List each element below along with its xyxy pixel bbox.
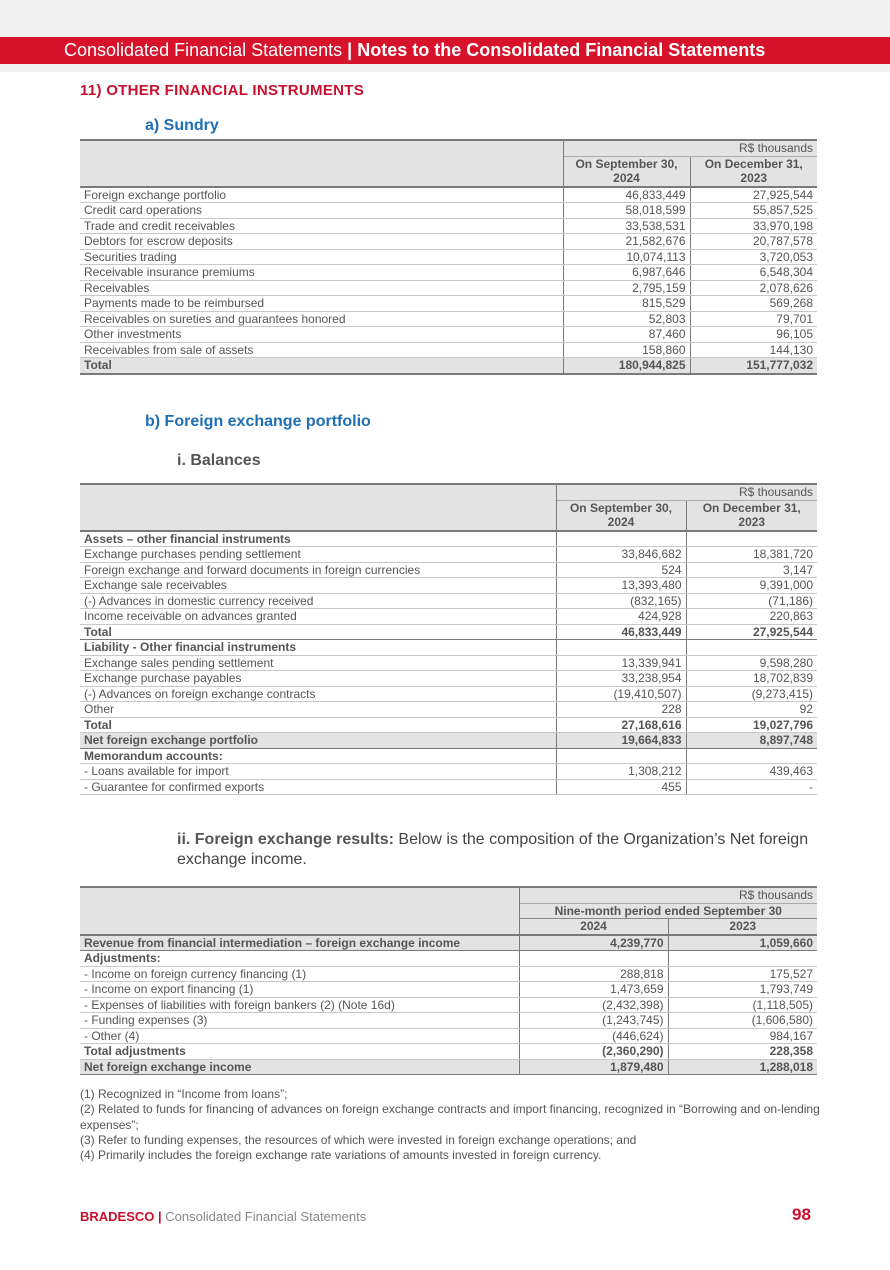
row-label: Exchange purchase payables xyxy=(80,671,556,687)
row-label: - Loans available for import xyxy=(80,764,556,780)
row-value-2023: 19,027,796 xyxy=(686,717,817,733)
row-value-2024: 4,239,770 xyxy=(519,935,668,951)
row-label: Exchange purchases pending settlement xyxy=(80,547,556,563)
row-value-2024: 815,529 xyxy=(563,296,690,312)
row-value-2023: 151,777,032 xyxy=(690,358,817,374)
row-value-2023: 20,787,578 xyxy=(690,234,817,250)
row-label: Foreign exchange portfolio xyxy=(80,187,563,203)
footer-text: Consolidated Financial Statements xyxy=(165,1209,367,1224)
row-label: Receivables xyxy=(80,280,563,296)
row-label: Foreign exchange and forward documents in foreign currencies xyxy=(80,562,556,578)
row-value-2024: 180,944,825 xyxy=(563,358,690,374)
footer-brand: BRADESCO xyxy=(80,1209,155,1224)
row-value-2023: 1,059,660 xyxy=(668,935,817,951)
sundry-total-row xyxy=(80,358,817,374)
header-separator: | xyxy=(347,40,353,60)
row-value-2024: 2,795,159 xyxy=(563,280,690,296)
row-label: Total xyxy=(80,358,563,374)
row-value-2024: 13,393,480 xyxy=(556,578,686,594)
row-value-2023: 18,702,839 xyxy=(686,671,817,687)
sundry-col1-year: 2024 xyxy=(563,171,690,187)
row-value-2024: 1,879,480 xyxy=(519,1059,668,1075)
table-row xyxy=(80,609,817,625)
row-value-2024: 46,833,449 xyxy=(556,624,686,640)
footnote-1: (1) Recognized in “Income from loans”; xyxy=(80,1087,288,1101)
liab-total-row xyxy=(80,717,817,733)
row-value-2023: 220,863 xyxy=(686,609,817,625)
row-label: Credit card operations xyxy=(80,203,563,219)
table-row xyxy=(80,249,817,265)
results-title: ii. Foreign exchange results: xyxy=(177,831,394,848)
row-value-2024: 21,582,676 xyxy=(563,234,690,250)
sundry-unit-row xyxy=(80,140,817,156)
row-label: Receivable insurance premiums xyxy=(80,265,563,281)
footnote-3: (3) Refer to funding expenses, the resources of which were invested in foreign exchange operations; and xyxy=(80,1132,637,1147)
row-value-2024: 52,803 xyxy=(563,311,690,327)
balances-col2-header: On December 31, xyxy=(686,500,817,515)
row-value-2023: 1,793,749 xyxy=(668,982,817,998)
row-label: - Income on foreign currency financing (1) xyxy=(80,966,519,982)
adj-total-row xyxy=(80,1044,817,1060)
row-label: (-) Advances on foreign exchange contracts xyxy=(80,686,556,702)
row-label: Total xyxy=(80,717,556,733)
row-value-2024: 228 xyxy=(556,702,686,718)
header-text xyxy=(64,37,765,64)
memo-heading: Memorandum accounts: xyxy=(80,748,556,764)
row-value-2023: 79,701 xyxy=(690,311,817,327)
footer xyxy=(80,1209,366,1224)
table-row xyxy=(80,966,817,982)
table-row xyxy=(80,1028,817,1044)
row-label: Revenue from financial intermediation – foreign exchange income xyxy=(80,935,519,951)
assets-heading-row xyxy=(80,531,817,547)
table-row xyxy=(80,265,817,281)
results-unit: R$ thousands xyxy=(519,887,817,903)
balances-col1-header: On September 30, xyxy=(556,500,686,515)
table-row xyxy=(80,562,817,578)
row-value-2023: 9,391,000 xyxy=(686,578,817,594)
row-value-2024: 19,664,833 xyxy=(556,733,686,749)
balances-unit-row xyxy=(80,484,817,500)
row-value-2023: 6,548,304 xyxy=(690,265,817,281)
sundry-title: a) Sundry xyxy=(145,117,219,134)
row-value-2024: 58,018,599 xyxy=(563,203,690,219)
table-row xyxy=(80,982,817,998)
balances-unit: R$ thousands xyxy=(556,484,817,500)
results-table xyxy=(80,886,817,1075)
footer-separator: | xyxy=(158,1209,162,1224)
table-row xyxy=(80,764,817,780)
row-value-2023: 33,970,198 xyxy=(690,218,817,234)
row-value-2024: 87,460 xyxy=(563,327,690,343)
row-value-2024: 158,860 xyxy=(563,342,690,358)
row-value-2024: (832,165) xyxy=(556,593,686,609)
net-income-row xyxy=(80,1059,817,1075)
assets-heading: Assets – other financial instruments xyxy=(80,531,556,547)
table-row xyxy=(80,280,817,296)
row-label: Payments made to be reimbursed xyxy=(80,296,563,312)
table-row xyxy=(80,578,817,594)
sundry-col1-header: On September 30, xyxy=(563,156,690,171)
row-label: - Expenses of liabilities with foreign bankers (2) (Note 16d) xyxy=(80,997,519,1013)
balances-col2-year: 2023 xyxy=(686,515,817,531)
row-label: Other investments xyxy=(80,327,563,343)
memo-heading-row xyxy=(80,748,817,764)
footnote-4: (4) Primarily includes the foreign exchange rate variations of amounts invested in foreign currency. xyxy=(80,1148,602,1163)
row-label: Income receivable on advances granted xyxy=(80,609,556,625)
row-value-2024: 424,928 xyxy=(556,609,686,625)
table-row xyxy=(80,686,817,702)
row-value-2023: - xyxy=(686,779,817,795)
row-value-2023: 18,381,720 xyxy=(686,547,817,563)
row-value-2024: 6,987,646 xyxy=(563,265,690,281)
row-value-2024: (19,410,507) xyxy=(556,686,686,702)
table-row xyxy=(80,327,817,343)
top-margin xyxy=(0,0,890,37)
table-row xyxy=(80,779,817,795)
results-description: Below is the composition of the Organization’s Net foreign exchange income. xyxy=(177,831,809,868)
table-row xyxy=(80,218,817,234)
row-value-2024: 524 xyxy=(556,562,686,578)
assets-total-row xyxy=(80,624,817,640)
header-banner xyxy=(0,37,890,64)
section-title: 11) OTHER FINANCIAL INSTRUMENTS xyxy=(80,82,365,99)
row-value-2024: 27,168,616 xyxy=(556,717,686,733)
row-value-2023: (1,606,580) xyxy=(668,1013,817,1029)
row-value-2024: (1,243,745) xyxy=(519,1013,668,1029)
row-value-2024: 33,538,531 xyxy=(563,218,690,234)
balances-table xyxy=(80,483,817,795)
row-value-2023: 144,130 xyxy=(690,342,817,358)
row-value-2024: 455 xyxy=(556,779,686,795)
adj-heading-row xyxy=(80,951,817,967)
row-value-2023: 569,268 xyxy=(690,296,817,312)
table-row xyxy=(80,593,817,609)
row-value-2023: 55,857,525 xyxy=(690,203,817,219)
revenue-row xyxy=(80,935,817,951)
row-label: Net foreign exchange portfolio xyxy=(80,733,556,749)
row-value-2023: 27,925,544 xyxy=(690,187,817,203)
table-row xyxy=(80,311,817,327)
row-value-2024: (446,624) xyxy=(519,1028,668,1044)
row-label: Exchange sales pending settlement xyxy=(80,655,556,671)
balances-header-row-2 xyxy=(80,515,817,531)
row-value-2024: 288,818 xyxy=(519,966,668,982)
row-label: - Other (4) xyxy=(80,1028,519,1044)
sundry-unit: R$ thousands xyxy=(563,140,817,156)
row-value-2024: (2,432,398) xyxy=(519,997,668,1013)
balances-title: i. Balances xyxy=(177,452,261,469)
row-value-2023: 1,288,018 xyxy=(668,1059,817,1075)
results-period: Nine-month period ended September 30 xyxy=(519,903,817,919)
table-row xyxy=(80,296,817,312)
table-row xyxy=(80,997,817,1013)
row-label: Net foreign exchange income xyxy=(80,1059,519,1075)
row-value-2024: 33,846,682 xyxy=(556,547,686,563)
row-value-2023: 228,358 xyxy=(668,1044,817,1060)
row-value-2023: 8,897,748 xyxy=(686,733,817,749)
footnotes xyxy=(80,1087,820,1163)
row-value-2023: (1,118,505) xyxy=(668,997,817,1013)
row-value-2023: 3,147 xyxy=(686,562,817,578)
row-value-2024: 13,339,941 xyxy=(556,655,686,671)
row-label: Total adjustments xyxy=(80,1044,519,1060)
sundry-col2-year: 2023 xyxy=(690,171,817,187)
row-label: - Guarantee for confirmed exports xyxy=(80,779,556,795)
table-row xyxy=(80,702,817,718)
table-row xyxy=(80,234,817,250)
row-label: Total xyxy=(80,624,556,640)
table-row xyxy=(80,547,817,563)
header-section: Consolidated Financial Statements xyxy=(64,40,343,60)
table-row xyxy=(80,1013,817,1029)
row-value-2023: (71,186) xyxy=(686,593,817,609)
row-value-2023: (9,273,415) xyxy=(686,686,817,702)
row-label: Trade and credit receivables xyxy=(80,218,563,234)
balances-header-row xyxy=(80,500,817,515)
results-unit-row xyxy=(80,887,817,903)
fx-title: b) Foreign exchange portfolio xyxy=(145,413,371,430)
row-value-2023: 439,463 xyxy=(686,764,817,780)
adj-heading: Adjustments: xyxy=(80,951,519,967)
sundry-col2-header: On December 31, xyxy=(690,156,817,171)
row-value-2024: 10,074,113 xyxy=(563,249,690,265)
results-period-row xyxy=(80,903,817,919)
row-label: Receivables on sureties and guarantees honored xyxy=(80,311,563,327)
row-label: Other xyxy=(80,702,556,718)
footnote-2: (2) Related to funds for financing of advances on foreign exchange contracts and import financing, recognized in “Borrowing and on-lending expenses”; xyxy=(80,1102,820,1132)
sundry-table xyxy=(80,139,817,375)
row-value-2024: 1,473,659 xyxy=(519,982,668,998)
sundry-header-row xyxy=(80,156,817,171)
row-value-2023: 175,527 xyxy=(668,966,817,982)
results-col1-year: 2024 xyxy=(519,919,668,935)
row-value-2023: 9,598,280 xyxy=(686,655,817,671)
sundry-header-row-2 xyxy=(80,171,817,187)
row-value-2023: 27,925,544 xyxy=(686,624,817,640)
row-value-2023: 92 xyxy=(686,702,817,718)
row-label: - Income on export financing (1) xyxy=(80,982,519,998)
row-value-2024: 46,833,449 xyxy=(563,187,690,203)
banner-shadow xyxy=(0,64,890,72)
table-row xyxy=(80,203,817,219)
results-col2-year: 2023 xyxy=(668,919,817,935)
balances-col1-year: 2024 xyxy=(556,515,686,531)
row-value-2024: 1,308,212 xyxy=(556,764,686,780)
liab-heading-row xyxy=(80,640,817,656)
results-intro xyxy=(177,830,817,870)
page-number: 98 xyxy=(792,1205,811,1224)
table-row xyxy=(80,187,817,203)
row-value-2024: (2,360,290) xyxy=(519,1044,668,1060)
row-value-2024: 33,238,954 xyxy=(556,671,686,687)
row-label: Debtors for escrow deposits xyxy=(80,234,563,250)
table-row xyxy=(80,342,817,358)
results-year-row xyxy=(80,919,817,935)
row-value-2023: 2,078,626 xyxy=(690,280,817,296)
row-label: (-) Advances in domestic currency received xyxy=(80,593,556,609)
liab-heading: Liability - Other financial instruments xyxy=(80,640,556,656)
table-row xyxy=(80,671,817,687)
row-label: - Funding expenses (3) xyxy=(80,1013,519,1029)
row-value-2023: 96,105 xyxy=(690,327,817,343)
table-row xyxy=(80,655,817,671)
header-subsection: Notes to the Consolidated Financial Statements xyxy=(357,40,766,60)
row-label: Receivables from sale of assets xyxy=(80,342,563,358)
row-label: Exchange sale receivables xyxy=(80,578,556,594)
net-portfolio-row xyxy=(80,733,817,749)
row-value-2023: 984,167 xyxy=(668,1028,817,1044)
row-label: Securities trading xyxy=(80,249,563,265)
row-value-2023: 3,720,053 xyxy=(690,249,817,265)
